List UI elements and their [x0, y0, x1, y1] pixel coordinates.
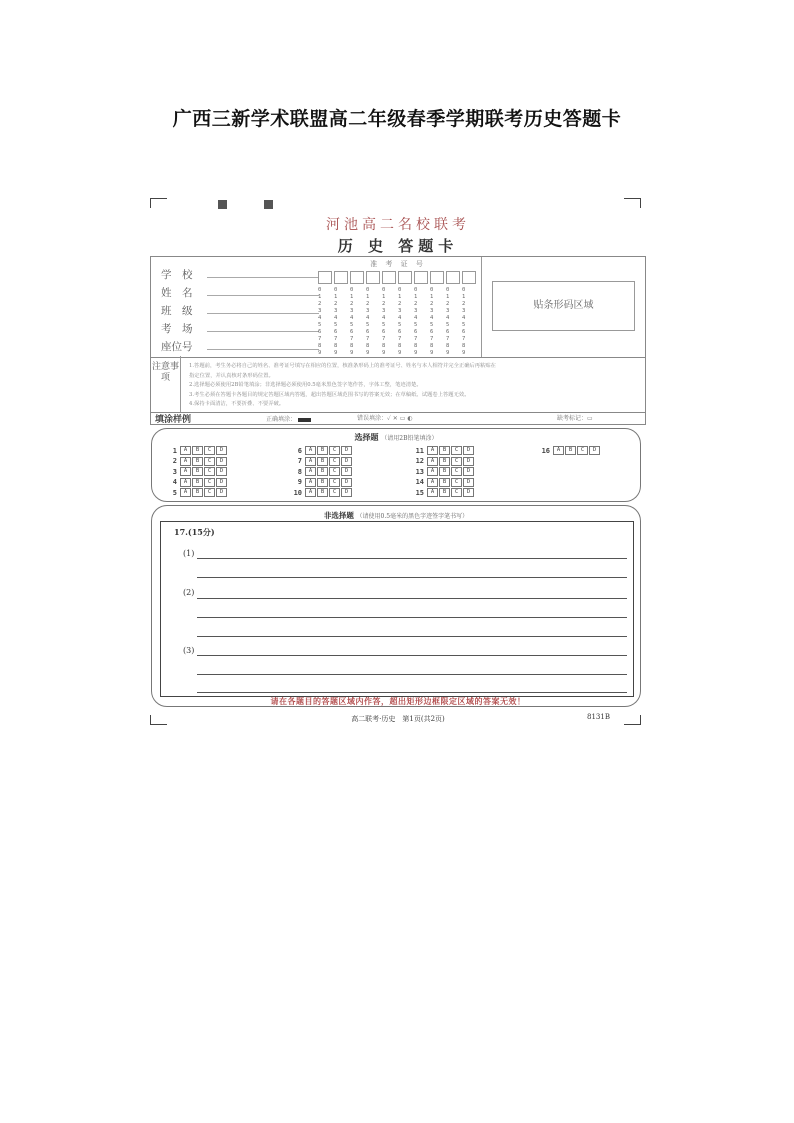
- ticket-digit-option[interactable]: 4: [334, 315, 338, 321]
- ticket-digit-option[interactable]: 1: [430, 294, 434, 300]
- filled-mark-icon: [298, 418, 311, 422]
- ticket-digit-option[interactable]: 5: [350, 322, 354, 328]
- mc-option-bubble[interactable]: B: [192, 446, 203, 455]
- fill-example-label: 填涂样例: [155, 415, 192, 425]
- mc-option-bubble[interactable]: D: [216, 478, 227, 487]
- ticket-digit-option[interactable]: 7: [366, 336, 370, 342]
- nonmc-title-text: 非选择题: [323, 511, 354, 520]
- mc-question: [167, 478, 228, 487]
- mc-option-bubble[interactable]: D: [341, 457, 352, 466]
- note-item: 3.考生必须在答题卡各题目的规定答题区域内答题，超出答题区域范围书写的答案无效；在草稿纸、试题卷上答题无效。: [189, 391, 470, 398]
- ticket-number-grid: [318, 259, 478, 355]
- ticket-digit-option[interactable]: 0: [350, 287, 354, 293]
- ticket-digit-option[interactable]: 8: [350, 343, 354, 349]
- absent-mark: 缺考标记：▭: [557, 415, 593, 422]
- answer-line[interactable]: [197, 655, 627, 656]
- fill-correct-label: 正确填涂: [266, 416, 291, 423]
- ticket-digit-column: [334, 287, 348, 357]
- answer-line[interactable]: [197, 674, 627, 675]
- part-label: (2): [183, 588, 195, 597]
- ticket-digit-option[interactable]: 3: [446, 308, 450, 314]
- ticket-digit-option[interactable]: 6: [366, 329, 370, 335]
- candidate-info-section: [150, 256, 646, 358]
- ticket-digit-option[interactable]: 8: [446, 343, 450, 349]
- mc-option-bubble[interactable]: B: [439, 457, 450, 466]
- ticket-digit-option[interactable]: 7: [414, 336, 418, 342]
- mc-option-bubble[interactable]: B: [439, 478, 450, 487]
- ticket-digit-option[interactable]: 5: [414, 322, 418, 328]
- ticket-digit-option[interactable]: 4: [382, 315, 386, 321]
- mc-option-bubble[interactable]: C: [329, 457, 340, 466]
- mc-question-number: 5: [172, 488, 177, 497]
- sheet-exam-name: 河池高二名校联考: [326, 217, 470, 233]
- ticket-digit-option[interactable]: 7: [398, 336, 402, 342]
- ticket-digit-option[interactable]: 5: [430, 322, 434, 328]
- ticket-digit-box[interactable]: [382, 271, 396, 284]
- mc-option-bubble[interactable]: C: [329, 467, 340, 476]
- mc-question: [292, 467, 353, 476]
- mc-option-bubble[interactable]: C: [451, 446, 462, 455]
- ticket-digit-option[interactable]: 4: [430, 315, 434, 321]
- ticket-digit-option[interactable]: 7: [430, 336, 434, 342]
- mc-option-bubble[interactable]: A: [305, 488, 316, 497]
- mc-question: [292, 478, 353, 487]
- mc-option-bubble[interactable]: C: [204, 446, 215, 455]
- warning-text: 请在各题目的答题区域内作答，超出矩形边框限定区域的答案无效！: [270, 696, 526, 706]
- candidate-field-input[interactable]: [207, 349, 319, 350]
- mc-question-number: 11: [415, 446, 424, 455]
- ticket-digit-box[interactable]: [366, 271, 380, 284]
- nonmc-subtitle: （请使用0.5毫米的黑色字迹签字笔书写）: [356, 513, 469, 520]
- ticket-digit-option[interactable]: 2: [398, 301, 402, 307]
- mc-question-number: 13: [415, 467, 424, 476]
- mc-question: [414, 467, 475, 476]
- ticket-digit-option[interactable]: 3: [382, 308, 386, 314]
- ticket-digit-option[interactable]: 1: [382, 294, 386, 300]
- ticket-digit-box[interactable]: [350, 271, 364, 284]
- ticket-digit-option[interactable]: 1: [446, 294, 450, 300]
- mc-option-bubble[interactable]: D: [463, 488, 474, 497]
- ticket-digit-option[interactable]: 0: [318, 287, 322, 293]
- mc-option-bubble[interactable]: A: [305, 457, 316, 466]
- ticket-digit-option[interactable]: 0: [414, 287, 418, 293]
- ticket-digit-option[interactable]: 6: [334, 329, 338, 335]
- candidate-field-input[interactable]: [207, 331, 319, 332]
- multiple-choice-section: [151, 428, 641, 502]
- alignment-mark: [264, 200, 273, 209]
- ticket-digit-option[interactable]: 2: [334, 301, 338, 307]
- mc-question: [292, 446, 353, 455]
- mc-option-bubble[interactable]: C: [451, 457, 462, 466]
- non-choice-section: [151, 505, 641, 707]
- ticket-boxes: [318, 271, 478, 284]
- ticket-digit-option[interactable]: 8: [382, 343, 386, 349]
- ticket-digit-box[interactable]: [446, 271, 460, 284]
- ticket-digit-option[interactable]: 0: [382, 287, 386, 293]
- ticket-digit-box[interactable]: [462, 271, 476, 284]
- answer-sheet: [148, 190, 648, 735]
- ticket-digit-option[interactable]: 6: [414, 329, 418, 335]
- note-item: 指定位置，并认真核对条形码位置。: [189, 372, 274, 379]
- mc-question-number: 16: [541, 446, 550, 455]
- barcode-area: 贴条形码区域: [492, 281, 635, 331]
- mc-question-number: 6: [297, 446, 302, 455]
- question-17-answer-area[interactable]: [160, 521, 634, 697]
- ticket-digit-option[interactable]: 4: [350, 315, 354, 321]
- ticket-digit-option[interactable]: 2: [382, 301, 386, 307]
- mc-question: [292, 488, 353, 497]
- answer-line[interactable]: [197, 636, 627, 637]
- ticket-digit-option[interactable]: 4: [366, 315, 370, 321]
- mc-option-bubble[interactable]: B: [317, 467, 328, 476]
- mc-option-bubble[interactable]: D: [463, 467, 474, 476]
- ticket-digit-option[interactable]: 0: [462, 287, 466, 293]
- fill-correct: 正确填涂：: [266, 414, 311, 423]
- answer-line[interactable]: [197, 598, 627, 599]
- ticket-digit-option[interactable]: 0: [398, 287, 402, 293]
- answer-line[interactable]: [197, 558, 627, 559]
- ticket-digit-box[interactable]: [334, 271, 348, 284]
- mc-option-bubble[interactable]: D: [216, 467, 227, 476]
- ticket-digit-box[interactable]: [414, 271, 428, 284]
- ticket-digit-option[interactable]: 6: [446, 329, 450, 335]
- ticket-digit-column: [318, 287, 332, 357]
- note-item: 2.选择题必须使用2B铅笔填涂；非选择题必须使用0.5毫米黑色签字笔作答，字体工整，笔迹清楚。: [189, 382, 422, 388]
- ticket-digit-option[interactable]: 1: [398, 294, 402, 300]
- ticket-digit-option[interactable]: 9: [318, 350, 322, 356]
- mc-option-bubble[interactable]: A: [305, 478, 316, 487]
- mc-option-bubble[interactable]: C: [451, 478, 462, 487]
- ticket-digit-option[interactable]: 5: [382, 322, 386, 328]
- mc-question-number: 1: [172, 446, 177, 455]
- mc-option-bubble[interactable]: B: [192, 478, 203, 487]
- candidate-field: [161, 321, 209, 336]
- ticket-digit-option[interactable]: 3: [462, 308, 466, 314]
- ticket-digit-option[interactable]: 1: [462, 294, 466, 300]
- mc-question-number: 3: [172, 467, 177, 476]
- ticket-digit-column: [366, 287, 380, 357]
- mc-question-number: 14: [415, 478, 424, 486]
- notes-section: [150, 356, 646, 413]
- candidate-field: [161, 339, 209, 354]
- ticket-digit-option[interactable]: 8: [318, 343, 322, 349]
- mc-option-bubble[interactable]: B: [439, 467, 450, 476]
- absent-mark-label: 缺考标记: [557, 415, 582, 422]
- fill-wrong-label: 错误填涂: [357, 415, 382, 422]
- ticket-digit-columns: [318, 287, 478, 357]
- ticket-digit-option[interactable]: 3: [430, 308, 434, 314]
- mc-option-bubble[interactable]: B: [565, 446, 576, 455]
- mc-option-bubble[interactable]: D: [216, 488, 227, 497]
- mc-option-bubble[interactable]: C: [204, 457, 215, 466]
- ticket-digit-option[interactable]: 9: [366, 350, 370, 356]
- ticket-digit-option[interactable]: 2: [462, 301, 466, 307]
- mc-title: [152, 432, 640, 443]
- answer-line[interactable]: [197, 617, 627, 618]
- ticket-digit-option[interactable]: 2: [366, 301, 370, 307]
- ticket-digit-option[interactable]: 0: [334, 287, 338, 293]
- notes-label: 注意事项: [151, 356, 181, 412]
- ticket-digit-option[interactable]: 5: [366, 322, 370, 328]
- mc-option-bubble[interactable]: D: [463, 478, 474, 487]
- mc-option-bubble[interactable]: B: [317, 446, 328, 455]
- mc-option-bubble[interactable]: B: [192, 467, 203, 476]
- mc-option-bubble[interactable]: A: [180, 457, 191, 466]
- ticket-digit-option[interactable]: 9: [430, 350, 434, 356]
- candidate-field-label: 座位号: [161, 341, 193, 353]
- candidate-field-input[interactable]: [207, 313, 319, 314]
- ticket-digit-option[interactable]: 3: [398, 308, 402, 314]
- ticket-digit-box[interactable]: [398, 271, 412, 284]
- mc-question-number: 15: [415, 488, 424, 497]
- ticket-digit-option[interactable]: 4: [462, 315, 466, 321]
- mc-option-bubble[interactable]: C: [329, 446, 340, 455]
- ticket-digit-option[interactable]: 4: [414, 315, 418, 321]
- ticket-digit-option[interactable]: 3: [350, 308, 354, 314]
- candidate-field-label: 班 级: [161, 305, 193, 317]
- ticket-digit-option[interactable]: 7: [462, 336, 466, 342]
- corner-mark: [624, 198, 641, 208]
- ticket-digit-option[interactable]: 5: [318, 322, 322, 328]
- mc-question: [414, 488, 475, 497]
- mc-option-bubble[interactable]: D: [463, 446, 474, 455]
- mc-option-bubble[interactable]: C: [204, 478, 215, 487]
- mc-question-number: 8: [297, 467, 302, 476]
- candidate-fields: [151, 257, 311, 357]
- ticket-digit-option[interactable]: 5: [462, 322, 466, 328]
- mc-option-bubble[interactable]: A: [305, 446, 316, 455]
- ticket-digit-option[interactable]: 9: [398, 350, 402, 356]
- mc-option-bubble[interactable]: D: [216, 457, 227, 466]
- mc-option-bubble[interactable]: C: [577, 446, 588, 455]
- ticket-digit-option[interactable]: 5: [334, 322, 338, 328]
- ticket-digit-option[interactable]: 5: [398, 322, 402, 328]
- ticket-digit-option[interactable]: 0: [366, 287, 370, 293]
- mc-question: [414, 478, 475, 487]
- ticket-digit-option[interactable]: 0: [430, 287, 434, 293]
- mc-question: [167, 488, 228, 497]
- mc-subtitle: （请用2B铅笔填涂）: [381, 435, 438, 442]
- part-label: (3): [183, 646, 195, 655]
- page-footer: 高二联考·历史 第1页(共2页): [351, 715, 445, 723]
- ticket-digit-option[interactable]: 7: [334, 336, 338, 342]
- ticket-digit-option[interactable]: 2: [430, 301, 434, 307]
- ticket-digit-option[interactable]: 6: [398, 329, 402, 335]
- ticket-digit-option[interactable]: 4: [398, 315, 402, 321]
- candidate-field-label: 学 校: [161, 269, 193, 281]
- ticket-digit-option[interactable]: 2: [350, 301, 354, 307]
- mc-option-bubble[interactable]: A: [180, 478, 191, 487]
- mc-option-bubble[interactable]: A: [427, 467, 438, 476]
- ticket-digit-option[interactable]: 7: [382, 336, 386, 342]
- nonmc-title: [152, 510, 640, 521]
- mc-question-number: 9: [297, 478, 302, 486]
- answer-line[interactable]: [197, 577, 627, 578]
- sheet-title: 历 史 答题卡: [337, 237, 459, 255]
- mc-option-bubble[interactable]: A: [553, 446, 564, 455]
- ticket-digit-column: [430, 287, 444, 357]
- question-17-label: 17.(15分): [174, 527, 215, 537]
- ticket-digit-option[interactable]: 9: [446, 350, 450, 356]
- ticket-digit-option[interactable]: 6: [462, 329, 466, 335]
- sheet-code: 8131B: [587, 713, 610, 721]
- ticket-digit-box[interactable]: [318, 271, 332, 284]
- ticket-digit-option[interactable]: 8: [462, 343, 466, 349]
- candidate-field: [161, 285, 209, 300]
- mc-option-bubble[interactable]: A: [427, 488, 438, 497]
- mc-option-bubble[interactable]: D: [341, 478, 352, 487]
- mc-question: [167, 446, 228, 455]
- ticket-digit-option[interactable]: 8: [366, 343, 370, 349]
- ticket-digit-option[interactable]: 2: [446, 301, 450, 307]
- ticket-digit-option[interactable]: 9: [350, 350, 354, 356]
- mc-question: [167, 467, 228, 476]
- ticket-digit-box[interactable]: [430, 271, 444, 284]
- ticket-digit-option[interactable]: 5: [446, 322, 450, 328]
- ticket-digit-option[interactable]: 9: [334, 350, 338, 356]
- mc-option-bubble[interactable]: D: [341, 446, 352, 455]
- mc-option-bubble[interactable]: C: [329, 478, 340, 487]
- ticket-digit-column: [382, 287, 396, 357]
- ticket-digit-option[interactable]: 1: [350, 294, 354, 300]
- mc-option-bubble[interactable]: A: [427, 478, 438, 487]
- ticket-title: 准 考 证 号: [370, 260, 426, 268]
- ticket-digit-column: [350, 287, 364, 357]
- mc-question-number: 12: [415, 457, 424, 465]
- fill-wrong: 错误填涂：✓ ✕ ▭ ◐: [357, 415, 413, 422]
- mc-option-bubble[interactable]: B: [439, 488, 450, 497]
- ticket-digit-option[interactable]: 2: [318, 301, 322, 307]
- mc-option-bubble[interactable]: D: [341, 488, 352, 497]
- ticket-digit-option[interactable]: 0: [446, 287, 450, 293]
- ticket-digit-option[interactable]: 1: [414, 294, 418, 300]
- mc-option-bubble[interactable]: B: [317, 478, 328, 487]
- alignment-mark: [218, 200, 227, 209]
- note-item: 1.答题前，考生务必将自己的姓名、准考证号填写在相应的位置，核准条形码上的准考证号、姓名与本人相符并完全正确后再粘贴在: [189, 363, 496, 369]
- note-item: 4.保持卡面清洁，不要折叠、不要弄破。: [189, 401, 285, 407]
- fill-example-row: [150, 412, 646, 425]
- part-label: (1): [183, 549, 195, 558]
- mc-question-number: 7: [297, 457, 302, 465]
- mc-question: [540, 446, 601, 455]
- mc-question: [167, 457, 228, 466]
- ticket-digit-option[interactable]: 8: [398, 343, 402, 349]
- ticket-digit-option[interactable]: 3: [318, 308, 322, 314]
- mc-question-number: 2: [172, 457, 177, 465]
- mc-option-bubble[interactable]: D: [589, 446, 600, 455]
- mc-title-text: 选择题: [354, 432, 379, 442]
- mc-option-bubble[interactable]: C: [204, 467, 215, 476]
- corner-mark: [150, 198, 167, 208]
- ticket-digit-option[interactable]: 8: [430, 343, 434, 349]
- candidate-field-input[interactable]: [207, 277, 319, 278]
- mc-question-number: 4: [172, 478, 177, 486]
- candidate-field-input[interactable]: [207, 295, 319, 296]
- mc-option-bubble[interactable]: D: [463, 457, 474, 466]
- ticket-digit-option[interactable]: 9: [382, 350, 386, 356]
- ticket-digit-option[interactable]: 6: [350, 329, 354, 335]
- ticket-digit-option[interactable]: 4: [318, 315, 322, 321]
- ticket-digit-option[interactable]: 2: [414, 301, 418, 307]
- document-title: 广西三新学术联盟高二年级春季学期联考历史答题卡: [172, 108, 622, 130]
- mc-option-bubble[interactable]: B: [439, 446, 450, 455]
- ticket-digit-option[interactable]: 6: [382, 329, 386, 335]
- wrong-marks-icon: ✓ ✕ ▭ ◐: [387, 415, 413, 422]
- mc-option-bubble[interactable]: D: [341, 467, 352, 476]
- divider: [481, 257, 482, 357]
- ticket-digit-column: [462, 287, 476, 357]
- ticket-digit-option[interactable]: 7: [350, 336, 354, 342]
- ticket-digit-option[interactable]: 1: [366, 294, 370, 300]
- mc-question-number: 10: [293, 488, 302, 497]
- mc-option-bubble[interactable]: C: [329, 488, 340, 497]
- ticket-digit-option[interactable]: 8: [334, 343, 338, 349]
- candidate-field-label: 考 场: [161, 323, 193, 335]
- ticket-digit-option[interactable]: 3: [334, 308, 338, 314]
- mc-option-bubble[interactable]: B: [317, 457, 328, 466]
- mc-option-bubble[interactable]: A: [427, 446, 438, 455]
- ticket-digit-option[interactable]: 9: [462, 350, 466, 356]
- ticket-digit-column: [446, 287, 460, 357]
- mc-option-bubble[interactable]: B: [192, 488, 203, 497]
- mc-question: [414, 457, 475, 466]
- candidate-field-label: 姓 名: [161, 287, 193, 299]
- ticket-digit-option[interactable]: 3: [414, 308, 418, 314]
- ticket-digit-option[interactable]: 8: [414, 343, 418, 349]
- ticket-digit-option[interactable]: 9: [414, 350, 418, 356]
- mc-option-bubble[interactable]: C: [204, 488, 215, 497]
- mc-option-bubble[interactable]: B: [192, 457, 203, 466]
- mc-option-bubble[interactable]: C: [451, 488, 462, 497]
- mc-option-bubble[interactable]: A: [180, 467, 191, 476]
- mc-option-bubble[interactable]: A: [305, 467, 316, 476]
- ticket-digit-option[interactable]: 7: [446, 336, 450, 342]
- candidate-field: [161, 303, 209, 318]
- mc-option-bubble[interactable]: D: [216, 446, 227, 455]
- ticket-digit-option[interactable]: 1: [334, 294, 338, 300]
- ticket-digit-option[interactable]: 1: [318, 294, 322, 300]
- ticket-digit-option[interactable]: 6: [430, 329, 434, 335]
- mc-question: [414, 446, 475, 455]
- ticket-digit-option[interactable]: 6: [318, 329, 322, 335]
- ticket-digit-column: [414, 287, 428, 357]
- answer-line[interactable]: [197, 692, 627, 693]
- mc-option-bubble[interactable]: A: [180, 488, 191, 497]
- mc-option-bubble[interactable]: B: [317, 488, 328, 497]
- mc-option-bubble[interactable]: A: [180, 446, 191, 455]
- ticket-digit-option[interactable]: 4: [446, 315, 450, 321]
- mc-option-bubble[interactable]: A: [427, 457, 438, 466]
- mc-question: [292, 457, 353, 466]
- ticket-digit-option[interactable]: 7: [318, 336, 322, 342]
- candidate-field: [161, 267, 209, 282]
- ticket-digit-column: [398, 287, 412, 357]
- absent-box-icon[interactable]: ▭: [587, 415, 593, 422]
- mc-option-bubble[interactable]: C: [451, 467, 462, 476]
- ticket-digit-option[interactable]: 3: [366, 308, 370, 314]
